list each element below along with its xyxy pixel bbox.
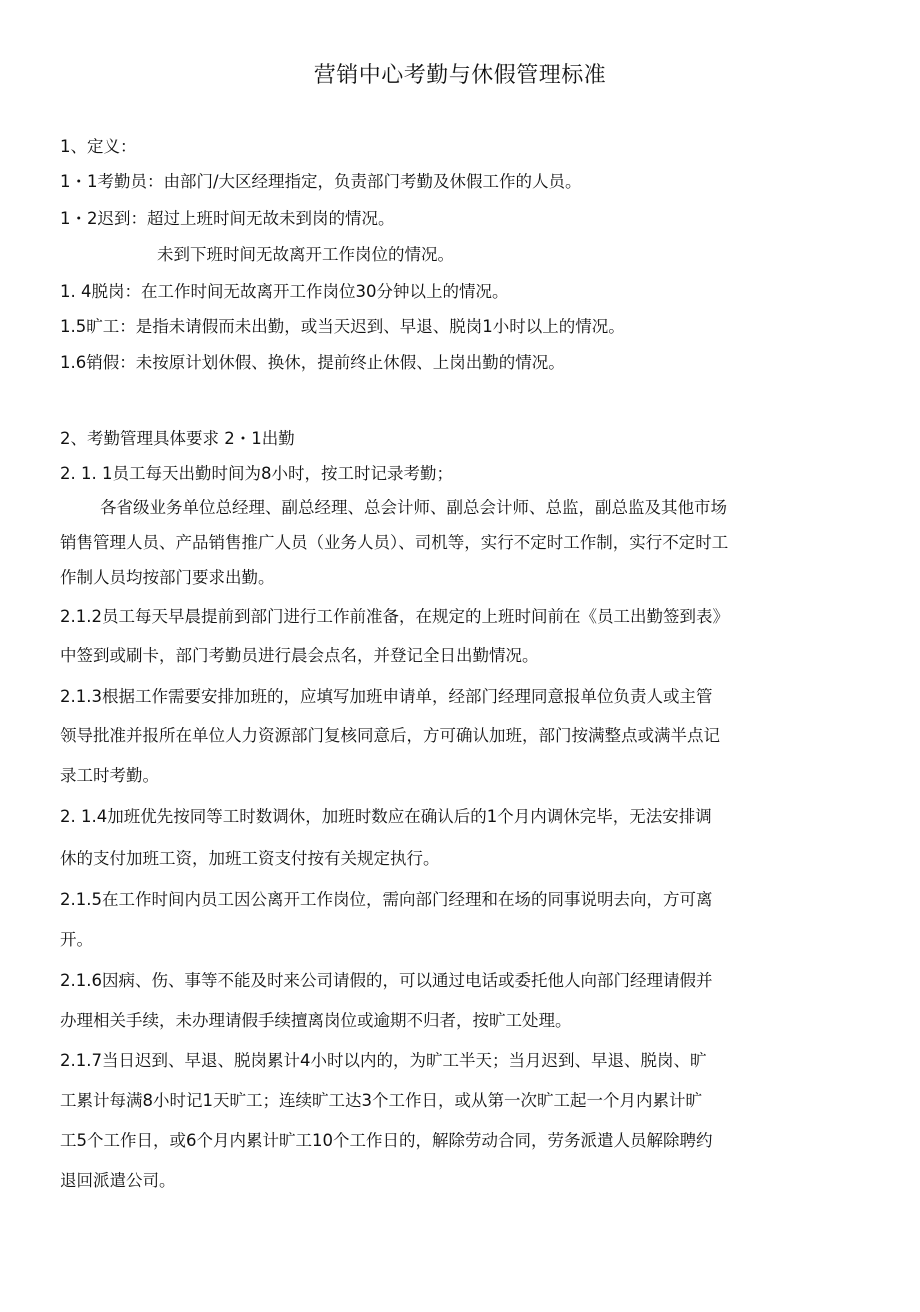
paragraph-line: 2. 1.4加班优先按同等工时数调休，加班时数应在确认后的1个月内调休完毕，无法安排调	[60, 807, 712, 826]
paragraph-line: 销售管理人员、产品销售推广人员（业务人员）、司机等，实行不定时工作制，实行不定时工	[60, 533, 729, 552]
paragraph-line: 办理相关手续，未办理请假手续擅离岗位或逾期不归者，按旷工处理。	[60, 1011, 572, 1030]
paragraph-line: 领导批准并报所在单位人力资源部门复核同意后，方可确认加班，部门按满整点或满半点记	[60, 726, 720, 745]
paragraph-line: 1.5旷工：是指未请假而未出勤，或当天迟到、早退、脱岗1小时以上的情况。	[60, 317, 625, 336]
paragraph-line: 开。	[60, 930, 93, 949]
paragraph-line: 2.1.7当日迟到、早退、脱岗累计4小时以内的，为旷工半天；当月迟到、早退、脱岗、旷	[60, 1051, 707, 1070]
paragraph-line: 休的支付加班工资，加班工资支付按有关规定执行。	[60, 849, 440, 868]
paragraph-line: 2.1.2员工每天早晨提前到部门进行工作前准备，在规定的上班时间前在《员工出勤签到表》	[60, 607, 729, 626]
paragraph-line: 2.1.5在工作时间内员工因公离开工作岗位，需向部门经理和在场的同事说明去向，方可离	[60, 890, 713, 909]
paragraph-line: 作制人员均按部门要求出勤。	[60, 568, 275, 587]
paragraph-line: 2.1.6因病、伤、事等不能及时来公司请假的，可以通过电话或委托他人向部门经理请假并	[60, 971, 713, 990]
paragraph-line: 各省级业务单位总经理、副总经理、总会计师、副总会计师、总监，副总监及其他市场	[100, 498, 727, 517]
paragraph-line: 1・1考勤员：由部门/大区经理指定，负责部门考勤及休假工作的人员。	[60, 172, 582, 191]
paragraph-line: 未到下班时间无故离开工作岗位的情况。	[157, 245, 454, 264]
paragraph-line: 工5个工作日，或6个月内累计旷工10个工作日的，解除劳动合同，劳务派遣人员解除聘约	[60, 1131, 713, 1150]
paragraph-line: 退回派遣公司。	[60, 1171, 176, 1190]
paragraph-line: 工累计每满8小时记1天旷工；连续旷工达3个工作日，或从第一次旷工起一个月内累计旷	[60, 1091, 702, 1110]
paragraph-line: 2. 1. 1员工每天出勤时间为8小时，按工时记录考勤；	[60, 464, 453, 483]
paragraph-line: 1.6销假：未按原计划休假、换休，提前终止休假、上岗出勤的情况。	[60, 353, 565, 372]
section-1-heading: 1、定义：	[60, 137, 137, 156]
paragraph-line: 1・2迟到：超过上班时间无故未到岗的情况。	[60, 209, 395, 228]
section-2-heading: 2、考勤管理具体要求 2・1出勤	[60, 429, 295, 448]
document-title: 营销中心考勤与休假管理标准	[313, 63, 607, 88]
paragraph-line: 录工时考勤。	[60, 766, 159, 785]
paragraph-line: 中签到或刷卡，部门考勤员进行晨会点名，并登记全日出勤情况。	[60, 646, 539, 665]
paragraph-line: 1. 4脱岗：在工作时间无故离开工作岗位30分钟以上的情况。	[60, 282, 509, 301]
paragraph-line: 2.1.3根据工作需要安排加班的，应填写加班申请单，经部门经理同意报单位负责人或主管	[60, 687, 713, 706]
